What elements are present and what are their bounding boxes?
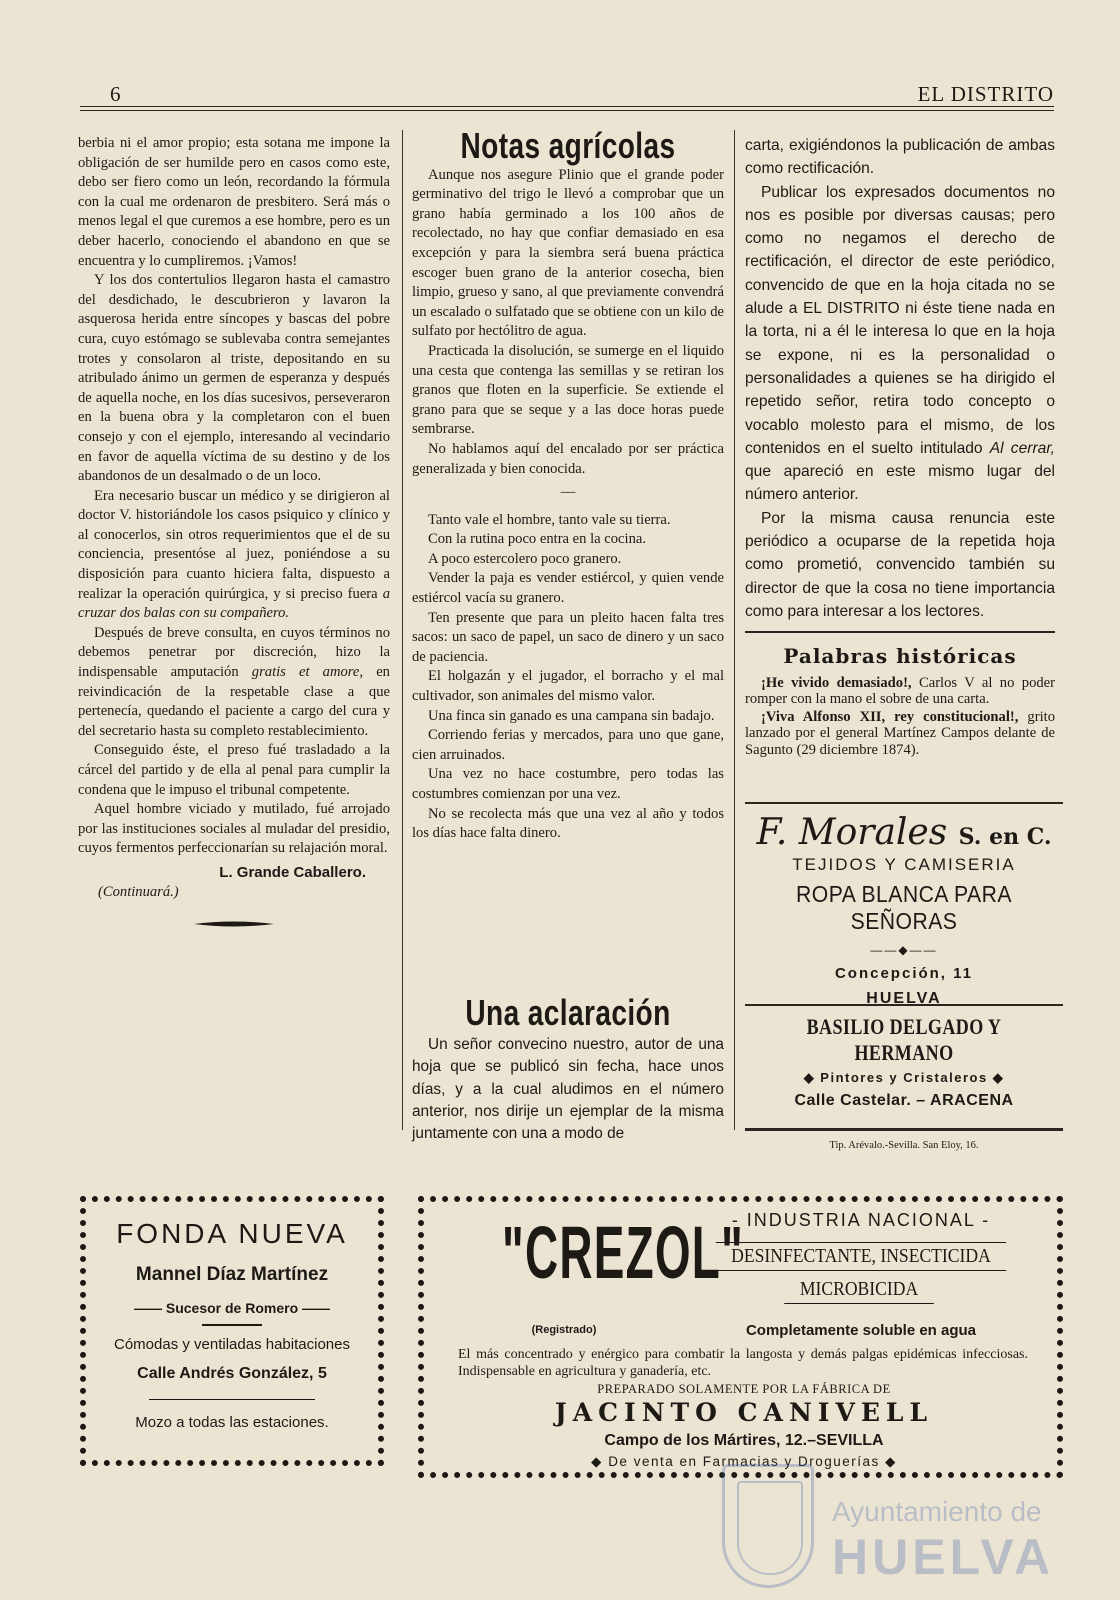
ornament-divider: [78, 916, 390, 936]
notes-paragraph: No hablamos aquí del encalado por ser práctica generalizada y bien conocida.: [412, 440, 724, 477]
clarification-paragraph: [745, 181, 1055, 507]
saying: Con la rutina poco entra en la cocina.: [428, 531, 647, 548]
section-rule: [745, 631, 1055, 633]
morales-logo: [745, 812, 1063, 853]
basilio-address: Calle Castelar. – ARACENA: [794, 1092, 1014, 1109]
quote-text: grito lanzado por el general Martínez Campos delante de Sagunto (29 diciembre 1874).: [745, 709, 1055, 758]
column-serial-story: [78, 134, 390, 936]
story-paragraph: [78, 487, 390, 624]
ad-rule: [745, 1004, 1063, 1006]
story-italic: gratis et amore,: [251, 664, 364, 681]
crezol-industry: - INDUSTRIA NACIONAL -: [731, 1210, 991, 1230]
short-divider: —: [560, 484, 576, 501]
crezol-prepared: PREPARADO SOLAMENTE POR LA FÁBRICA DE: [597, 1382, 891, 1396]
ad-fonda-nueva: [80, 1196, 384, 1466]
basilio-name: BASILIO DELGADO Y HERMANO: [806, 1014, 1002, 1065]
fonda-rooms: Cómodas y ventiladas habitaciones: [114, 1336, 350, 1353]
quote-bold: ¡Viva Alfonso XII, rey constitucional!,: [761, 709, 1019, 726]
watermark-line2: HUELVA: [832, 1529, 1055, 1585]
basilio-trade-row: ◆ Pintores y Cristaleros ◆: [803, 1070, 1005, 1085]
ad-morales: [745, 812, 1063, 1008]
notes-paragraph: Practicada la disolución, se sumerge en el liquido una cesta que contenga las semillas y se retiran los granos que floten en la superficie. Se extiende el grano para que se seque y a las doce horas puede sembrarse.: [412, 342, 724, 438]
story-text: Después de breve consulta, en cuyos términos no debemos penetrar por discreción, hizo la indispensable amputación: [78, 624, 390, 681]
clarification-section: [412, 992, 724, 1145]
page-number: 6: [110, 82, 121, 106]
page-header: [80, 82, 1054, 106]
crezol-type2: MICROBICIDA: [784, 1276, 934, 1304]
morales-city: HUELVA: [866, 990, 942, 1007]
divider: [149, 1399, 315, 1400]
clarification-paragraph: Por la misma causa renuncia este periódico a ocuparse de la repetida hoja como prometió, convencido también su director de que la cosa no tiene importancia como para interesar a los lectores.: [745, 509, 1055, 620]
fonda-name: FONDA NUEVA: [116, 1218, 348, 1249]
historic-quote: [745, 675, 1055, 708]
column-divider-2: [734, 130, 735, 1130]
saying: Corriendo ferias y mercados, para uno que gane, cien arruinados.: [412, 727, 724, 763]
crezol-address: Campo de los Mártires, 12.–SEVILLA: [604, 1432, 884, 1449]
crezol-factory: JACINTO CANIVELL: [554, 1398, 934, 1427]
coat-of-arms-icon: [722, 1464, 814, 1588]
divider: [202, 1324, 262, 1326]
basilio-trade: Pintores y Cristaleros: [820, 1070, 988, 1085]
quote-bold: ¡He vivido demasiado!,: [761, 674, 912, 691]
crezol-sale: De venta en Farmacias y Droguerías: [608, 1454, 880, 1469]
morales-line1: TEJIDOS Y CAMISERIA: [792, 855, 1016, 874]
story-paragraph: Conseguido éste, el preso fué trasladado a la cárcel del partido y de ella al penal para cumplir la condena que le impuso el tribunal competente.: [78, 742, 390, 798]
section-heading: Notas agrícolas: [460, 125, 676, 166]
fonda-successor-row: —— Sucesor de Romero ——: [133, 1300, 331, 1316]
morales-line2: ROPA BLANCA PARA SEÑORAS: [796, 881, 1012, 934]
morales-logo-suffix: S. en C.: [958, 824, 1052, 850]
story-text: en reivindicación de la respetable clase a que pertenecía, quedando el paciente a cargo del cura y del secretario hasta su completo restablecimiento.: [78, 664, 390, 739]
fonda-service: Mozo a todas las estaciones.: [135, 1414, 329, 1431]
story-paragraph: Aquel hombre viciado y mutilado, fué arrojado por las instituciones sociales al muladar del presidio, cuyos fermentos perfeccionarían su relajación moral.: [78, 801, 390, 857]
continued-note: (Continuará.): [98, 883, 179, 900]
crezol-sale-row: ◆ De venta en Farmacias y Droguerías ◆: [591, 1454, 897, 1469]
historic-quote: [745, 709, 1055, 758]
crezol-soluble: Completamente soluble en agua: [745, 1322, 977, 1339]
column-agricultural-notes: [412, 125, 724, 1143]
fonda-successor: Sucesor de Romero: [165, 1300, 299, 1316]
ad-crezol: [418, 1196, 1063, 1478]
story-paragraph: Y los dos contertulios llegaron hasta el camastro del desdichado, le descubrieron y lavaron la asquerosa herida entre síncopes y bascas del pobre cura, cuyo estómago se sublevaba contra semejantes trotes y consolaron al triste, depositando en su atribulado ánimo un germen de esperanza y después de aquella noche, en los días sucesivos, perseveraron en la buena obra y la completaron con el buen consejo y con el ejemplo, interesando al vecindario en favor de aquella víctima de su destino y de los abandonos de un desalmado o de un loco.: [78, 272, 390, 485]
author-signature: L. Grande Caballero.: [219, 863, 366, 881]
saying: A poco estercolero poco granero.: [428, 550, 622, 567]
header-rule-top: [80, 106, 1054, 107]
crezol-type1: DESINFECTANTE, INSECTICIDA: [716, 1242, 1006, 1271]
saying: No se recolecta más que una vez al año y todos los días hace falta dinero.: [412, 805, 724, 842]
saying: Vender la paja es vender estiércol, y quien vende estiércol vacía su granero.: [412, 570, 724, 607]
column-clarification-continued: [745, 134, 1055, 760]
column-divider-1: [402, 130, 403, 1130]
clarification-italic: Al cerrar,: [989, 439, 1055, 457]
story-paragraph: [78, 624, 390, 742]
watermark: [722, 1456, 1062, 1596]
clarification-paragraph: Un señor convecino nuestro, autor de una hoja que se publicó sin fecha, hace unos días, y a la cual aludimos en el número anterior, nos dirije un ejemplar de la misma juntamente con una a modo de: [412, 1036, 724, 1143]
newspaper-title: EL DISTRITO: [917, 82, 1054, 106]
saying: Ten presente que para un pleito hacen falta tres sacos: un saco de papel, un saco de dinero y un saco de paciencia.: [412, 609, 724, 665]
crezol-description: El más concentrado y enérgico para combatir la langosta y demás palgas epidémicas infecciosas. Indispensable en agricultura y ganadería, etc.: [458, 1347, 1028, 1379]
fonda-owner: Mannel Díaz Martínez: [135, 1264, 329, 1285]
morales-logo-text: F. Morales: [756, 812, 948, 853]
clarification-text: Publicar los expresados documentos no nos es posible por diversas causas; pero como no negamos el derecho de rectificación, el director de este periódico, convencido de que en la hoja citada no se alude a EL DISTRITO ni éste tiene nada en la torta, ni a él le interesa lo que en la hoja se expone, ni es la personalidad o personalidades a quienes se ha dirigido el repetido señor, retira todo concepto o vocablo molesto para el mismo, de los contenidos en el suelto intitulado: [745, 183, 1055, 457]
ad-rule: [745, 1128, 1063, 1131]
story-text: Era necesario buscar un médico y se dirigieron al doctor V. historiándole los casos psiquico y clínico y al conocerlos, sin otros requerimientos que el de su conciencia, presentóse al juez, poniéndose a su disposición para cuanto hiciera falta, dispuesto a realizar la operación quirúrgica, y si preciso fuera: [78, 487, 390, 602]
saying: El holgazán y el jugador, el borracho y el mal cultivador, son animales del mismo valor.: [412, 668, 724, 705]
header-rule-bottom: [80, 110, 1054, 111]
saying: Una finca sin ganado es una campana sin badajo.: [428, 707, 715, 724]
crezol-brand: "CREZOL": [502, 1211, 745, 1294]
printer-credit: Tip. Arévalo.-Sevilla. San Eloy, 16.: [829, 1140, 979, 1151]
ad-rule: [745, 802, 1063, 804]
saying: Tanto vale el hombre, tanto vale su tierra.: [428, 511, 671, 528]
clarification-text: que apareció en este mismo lugar del número anterior.: [745, 463, 1055, 504]
notes-paragraph: Aunque nos asegure Plinio que el grande poder germinativo del trigo le llevó a comprobar que un grano había germinado a los 100 años de recolectado, no hay que confiar demasiado en esa excepción y para la siembra será buena práctica escoger buen grano de la anterior cosecha, bien limpio, grueso y sano, al que previamente convendrá un escalado o sulfatado que se obtiene con un kilo de sulfato por hectólitro de agua.: [412, 166, 724, 340]
crezol-registered: (Registrado): [531, 1324, 597, 1336]
historic-words-heading: Palabras históricas: [783, 644, 1017, 669]
clarification-paragraph: carta, exigiéndonos la publicación de ambas como rectificación.: [745, 137, 1055, 178]
story-italic: a cruzar dos balas con su compañero.: [78, 585, 390, 622]
section-heading-2: Una aclaración: [465, 992, 671, 1033]
ad-basilio: [745, 1014, 1063, 1110]
morales-address: Concepción, 11: [834, 965, 974, 982]
fonda-street: Calle Andrés González, 5: [137, 1365, 327, 1382]
quote-text: Carlos V al no poder romper con la mano el sobre de una carta.: [745, 674, 1056, 707]
story-paragraph: berbia ni el amor propio; esta sotana me impone la obligación de ser humilde pero en casos como este, debo ser fiero como un león, recordando la fórmula con la cual me ordenaron de presbitero. Será más o menos legal el que curemos a ese hombre, pero es un deber hacerlo, conociendo el abandono en que se encuentra y lo cumpliremos. ¡Vamos!: [78, 135, 390, 269]
saying: Una vez no hace costumbre, pero todas las costumbres comienzan por una vez.: [412, 766, 724, 802]
ornament-divider: ——◆——: [870, 943, 938, 957]
watermark-line1: Ayuntamiento de: [832, 1496, 1042, 1527]
